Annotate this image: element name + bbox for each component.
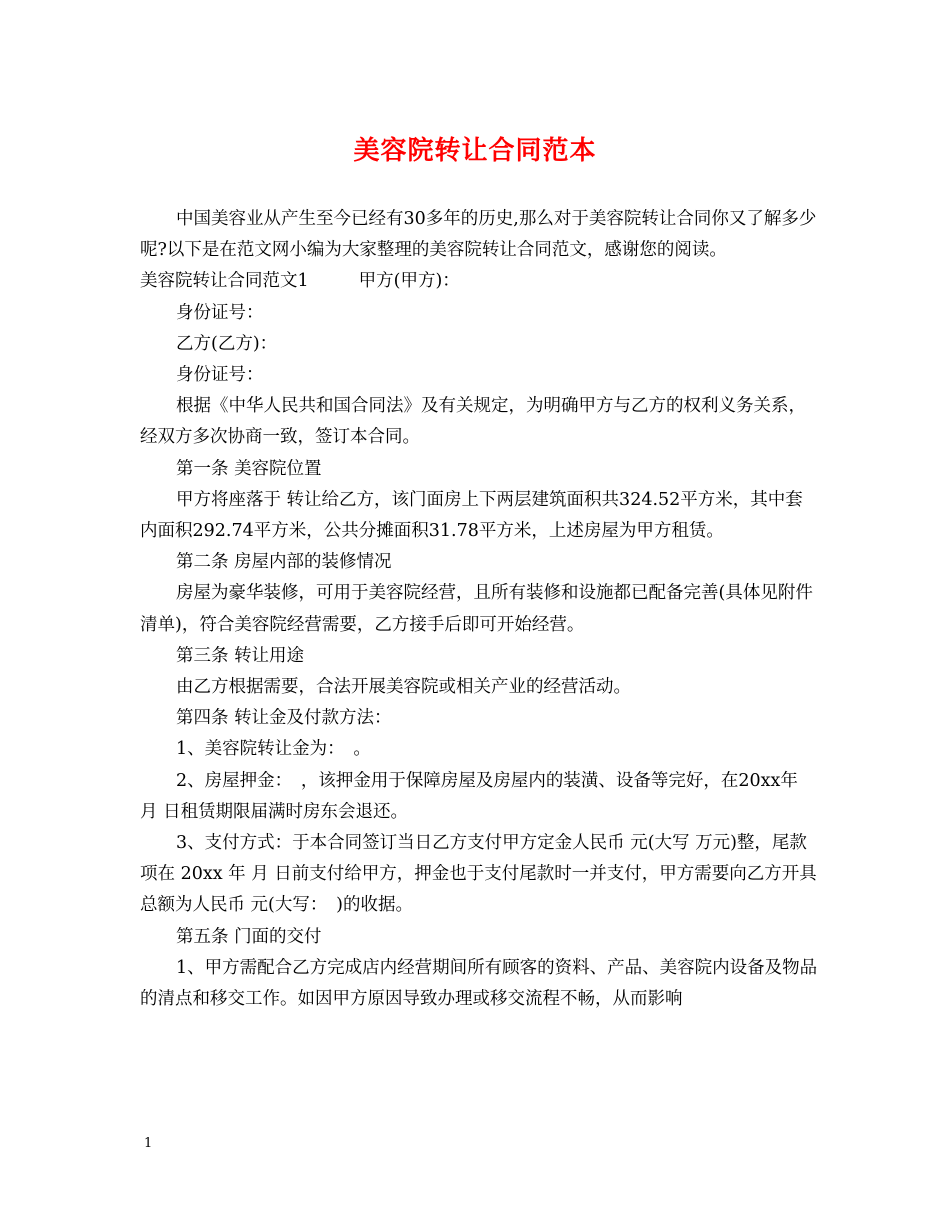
- document-title: 美容院转让合同范本: [353, 136, 597, 166]
- article-2-text: 房屋为豪华装修，可用于美容院经营，且所有装修和设施都已配备完善(具体见附件清单)，符合美容院经营需要，乙方接手后即可开始经营。: [140, 583, 813, 635]
- page-number: 1: [144, 1136, 153, 1151]
- article-5-title: 第五条 门面的交付: [176, 926, 322, 947]
- party-b-line: 乙方(乙方)：: [176, 333, 278, 354]
- intro-paragraph: 中国美容业从产生至今已经有30多年的历史,那么对于美容院转让合同你又了解多少呢?以下是在范文网小编为大家整理的美容院转让合同范文，感谢您的阅读。: [140, 209, 817, 261]
- id-a-line: 身份证号：: [176, 302, 264, 323]
- article-4-item-3: 3、支付方式：于本合同签订当日乙方支付甲方定金人民币 元(大写 万元)整，尾款项在 20xx 年 月 日前支付给甲方，押金也于支付尾款时一并支付，甲方需要向乙方开具总额为人民币 元(大写： )的收据。: [140, 833, 817, 916]
- article-4-title: 第四条 转让金及付款方法：: [176, 708, 392, 729]
- article-3-title: 第三条 转让用途: [176, 645, 305, 666]
- article-4-item-2: 2、房屋押金： ，该押金用于保障房屋及房屋内的装潢、设备等完好，在20xx年 月 日租赁期限届满时房东会退还。: [140, 770, 798, 822]
- article-1-title: 第一条 美容院位置: [176, 458, 322, 479]
- article-4-item-1: 1、美容院转让金为： 。: [176, 739, 371, 760]
- sample-label: 美容院转让合同范文1: [140, 271, 309, 292]
- sample-heading-line: [140, 266, 820, 297]
- id-b-line: 身份证号：: [176, 365, 264, 386]
- document-body: [140, 204, 820, 1015]
- article-1-text: 甲方将座落于 转让给乙方，该门面房上下两层建筑面积共324.52平方米，其中套内面积292.74平方米，公共分摊面积31.78平方米，上述房屋为甲方租赁。: [140, 489, 803, 542]
- party-a-label: 甲方(甲方)：: [358, 271, 460, 292]
- article-5-item-1: 1、甲方需配合乙方完成店内经营期间所有顾客的资料、产品、美容院内设备及物品的清点和移交工作。如因甲方原因导致办理或移交流程不畅，从而影响: [140, 957, 818, 1010]
- article-3-text: 由乙方根据需要，合法开展美容院或相关产业的经营活动。: [176, 677, 631, 698]
- article-2-title: 第二条 房屋内部的装修情况: [176, 552, 392, 573]
- basis-paragraph: 根据《中华人民共和国合同法》及有关规定，为明确甲方与乙方的权利义务关系，经双方多次协商一致，签订本合同。: [140, 396, 806, 448]
